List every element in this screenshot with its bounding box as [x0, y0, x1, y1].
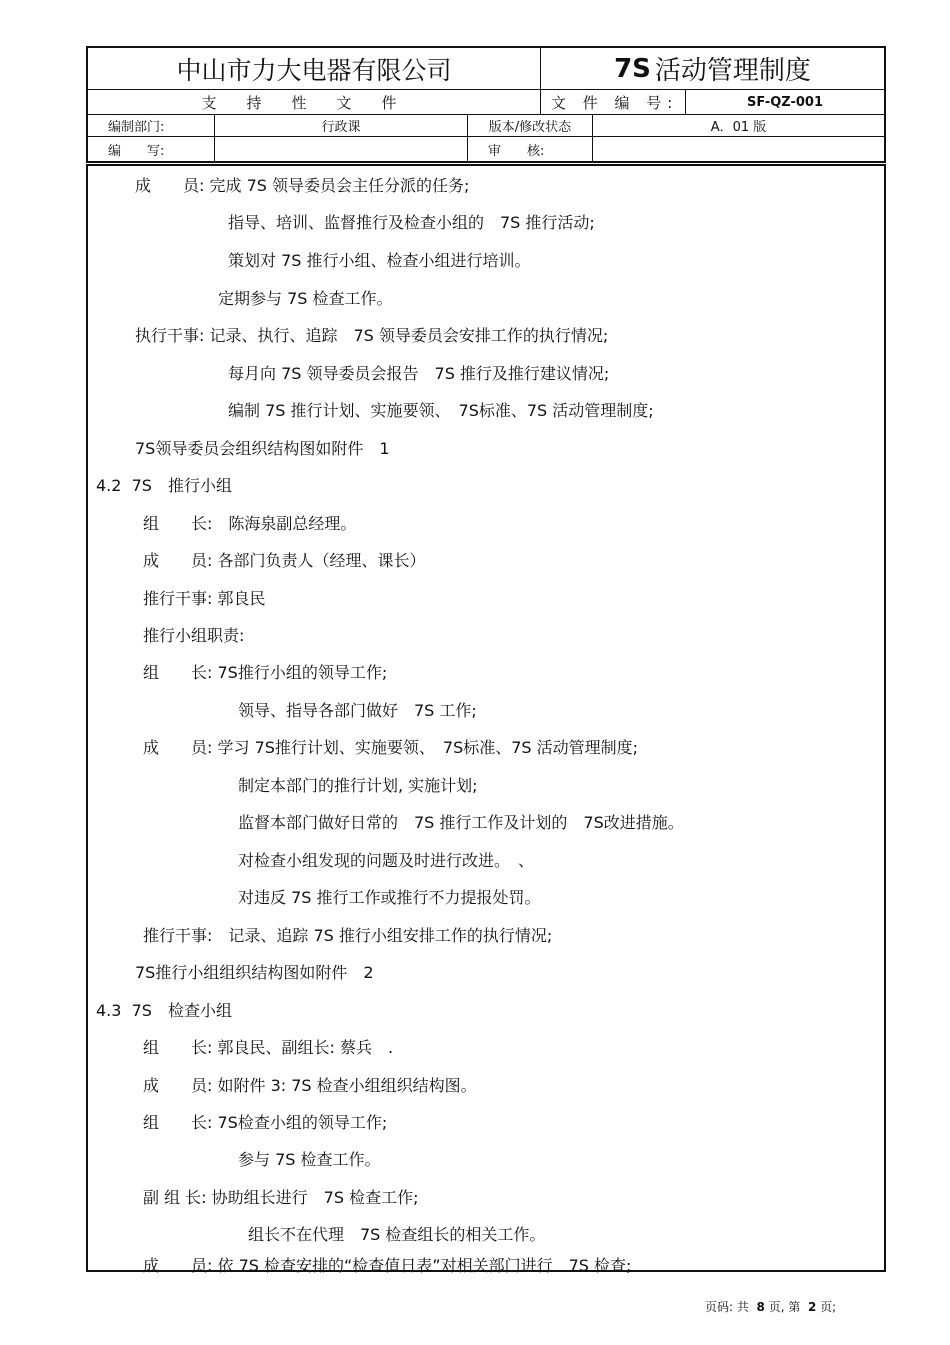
footer-total-pages: 8 — [756, 1300, 765, 1314]
header-row-doctype — [88, 90, 884, 115]
header-row-writer — [88, 137, 884, 161]
header-row-title — [88, 48, 884, 90]
body-line: 成 员: 学习 7S推行计划、实施要领、 7S标准、7S 活动管理制度; — [143, 738, 639, 757]
body-line: 对检查小组发现的问题及时进行改进。 、 — [238, 851, 535, 870]
version-value: A．01 版 — [710, 120, 767, 135]
version-label: 版本/修改状态 — [468, 115, 593, 136]
dept-label: 编制部门: — [88, 115, 215, 136]
body-line: 编制 7S 推行计划、实施要领、 7S标准、7S 活动管理制度; — [228, 401, 654, 420]
body-line: 推行干事: 郭良民 — [143, 589, 266, 608]
body-line: 副 组 长: 协助组长进行 7S 检查工作; — [143, 1188, 419, 1207]
document-title — [541, 48, 884, 89]
writer-label: 编 写: — [88, 137, 215, 161]
footer-end: 页; — [820, 1300, 837, 1314]
body-line: 成 员: 依 7S 检查安排的“检查值日表”对相关部门进行 7S 检查; — [143, 1256, 632, 1275]
reviewer-label: 审 核: — [468, 137, 593, 161]
body-line: 参与 7S 检查工作。 — [238, 1150, 381, 1169]
footer-mid: 页, 第 — [768, 1300, 801, 1314]
body-line: 推行小组职责: — [143, 626, 245, 645]
document-type: 支持性文件 — [88, 90, 541, 114]
body-line: 监督本部门做好日常的 7S 推行工作及计划的 7S改进措施。 — [238, 813, 684, 832]
body-line: 组 长: 郭良民、副组长: 蔡兵 . — [143, 1038, 394, 1057]
body-line: 每月向 7S 领导委员会报告 7S 推行及推行建议情况; — [228, 364, 610, 383]
file-number-label: 文 件 编 号: — [541, 90, 686, 114]
body-line: 7S领导委员会组织结构图如附件 1 — [135, 439, 390, 458]
page-footer — [705, 1298, 836, 1315]
body-line: 成 员: 如附件 3: 7S 检查小组组织结构图。 — [143, 1076, 477, 1095]
document-header-table — [86, 46, 886, 163]
body-line: 组 长: 7S推行小组的领导工作; — [143, 663, 388, 682]
body-line: 指导、培训、监督推行及检查小组的 7S 推行活动; — [228, 213, 595, 232]
section-heading: 4.2 7S 推行小组 — [96, 476, 232, 495]
header-row-dept — [88, 115, 884, 137]
file-number-value: SF-QZ-001 — [746, 94, 824, 110]
body-line: 执行干事: 记录、执行、追踪 7S 领导委员会安排工作的执行情况; — [135, 326, 609, 345]
footer-current-page: 2 — [807, 1300, 817, 1314]
body-line: 组 长: 陈海泉副总经理。 — [143, 514, 357, 533]
body-line: 领导、指导各部门做好 7S 工作; — [238, 701, 477, 720]
body-line: 对违反 7S 推行工作或推行不力提报处罚。 — [238, 888, 541, 907]
body-line: 推行干事: 记录、追踪 7S 推行小组安排工作的执行情况; — [143, 926, 553, 945]
body-line: 定期参与 7S 检查工作。 — [218, 289, 393, 308]
body-line: 组长不在代理 7S 检查组长的相关工作。 — [248, 1225, 546, 1244]
document-body — [86, 164, 886, 1275]
body-line: 成 员: 完成 7S 领导委员会主任分派的任务; — [135, 176, 470, 195]
company-name: 中山市力大电器有限公司 — [88, 48, 541, 89]
body-line: 策划对 7S 推行小组、检查小组进行培训。 — [228, 251, 531, 270]
body-line: 7S推行小组组织结构图如附件 2 — [135, 963, 374, 982]
dept-value: 行政课 — [215, 115, 468, 136]
document-title-prefix: 7S — [614, 53, 651, 84]
section-heading: 4.3 7S 检查小组 — [96, 1001, 232, 1020]
body-line: 成 员: 各部门负责人（经理、课长） — [143, 551, 426, 570]
reviewer-value — [593, 137, 884, 161]
body-line: 制定本部门的推行计划, 实施计划; — [238, 776, 478, 795]
body-line: 组 长: 7S检查小组的领导工作; — [143, 1113, 388, 1132]
footer-label: 页码: 共 — [705, 1300, 749, 1314]
document-title-text: 活动管理制度 — [654, 56, 811, 86]
writer-value — [215, 137, 468, 161]
